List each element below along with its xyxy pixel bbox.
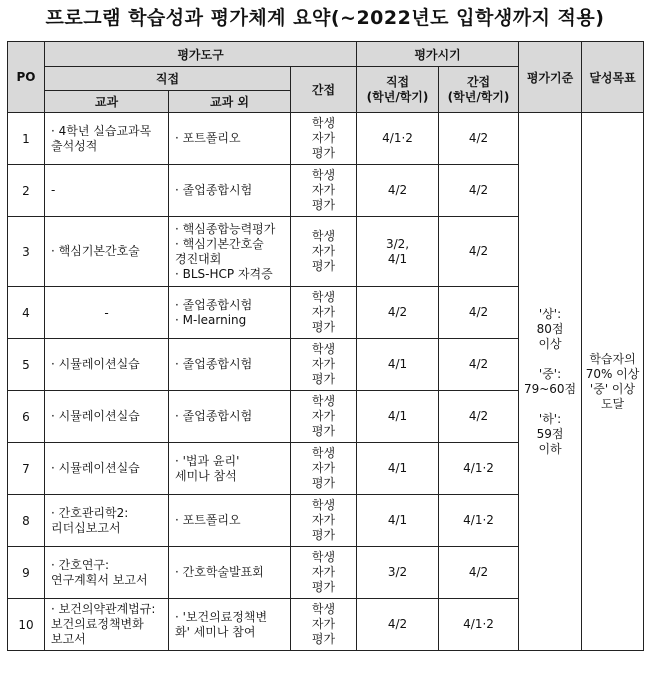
course-tool: · 시뮬레이션실습 (45, 391, 169, 443)
course-tool: · 보건의약관계법규: 보건의료정책변화 보고서 (45, 599, 169, 651)
indirect-timing: 4/2 (439, 165, 519, 217)
direct-timing: 4/1 (357, 391, 439, 443)
non-course-tool: · 졸업종합시험 (169, 165, 291, 217)
direct-timing: 4/1 (357, 339, 439, 391)
header-timing: 평가시기 (357, 42, 519, 67)
header-target: 달성목표 (582, 42, 644, 113)
course-tool: - (45, 287, 169, 339)
course-tool: · 4학년 실습교과목 출석성적 (45, 113, 169, 165)
direct-timing: 4/1·2 (357, 113, 439, 165)
po-number: 3 (8, 217, 45, 287)
direct-timing: 4/2 (357, 287, 439, 339)
indirect-timing: 4/1·2 (439, 443, 519, 495)
non-course-tool: · '보건의료정책변 화' 세미나 참여 (169, 599, 291, 651)
indirect-tool: 학생 자가 평가 (291, 287, 357, 339)
po-number: 5 (8, 339, 45, 391)
header-course: 교과 (45, 91, 169, 113)
header-tools: 평가도구 (45, 42, 357, 67)
course-tool: · 시뮬레이션실습 (45, 339, 169, 391)
indirect-tool: 학생 자가 평가 (291, 113, 357, 165)
indirect-tool: 학생 자가 평가 (291, 495, 357, 547)
header-criteria: 평가기준 (519, 42, 582, 113)
table-row (8, 113, 644, 165)
non-course-tool: · 포트폴리오 (169, 113, 291, 165)
po-number: 2 (8, 165, 45, 217)
indirect-timing: 4/2 (439, 391, 519, 443)
indirect-tool: 학생 자가 평가 (291, 443, 357, 495)
po-number: 1 (8, 113, 45, 165)
indirect-tool: 학생 자가 평가 (291, 217, 357, 287)
course-tool: · 핵심기본간호술 (45, 217, 169, 287)
po-number: 6 (8, 391, 45, 443)
non-course-tool: · 졸업종합시험 · M-learning (169, 287, 291, 339)
indirect-timing: 4/2 (439, 113, 519, 165)
indirect-tool: 학생 자가 평가 (291, 391, 357, 443)
page-title: 프로그램 학습성과 평가체계 요약(~2022년도 입학생까지 적용) (45, 7, 605, 29)
indirect-timing: 4/2 (439, 287, 519, 339)
course-tool: · 간호관리학2: 리더십보고서 (45, 495, 169, 547)
header-non-course: 교과 외 (169, 91, 291, 113)
course-tool: · 시뮬레이션실습 (45, 443, 169, 495)
non-course-tool: · 졸업종합시험 (169, 391, 291, 443)
header-row-1 (8, 42, 644, 67)
header-po: PO (8, 42, 45, 113)
non-course-tool: · '법과 윤리' 세미나 참석 (169, 443, 291, 495)
assessment-summary-table (7, 41, 644, 651)
course-tool: - (45, 165, 169, 217)
indirect-timing: 4/2 (439, 547, 519, 599)
indirect-timing: 4/1·2 (439, 495, 519, 547)
header-direct: 직접 (45, 67, 291, 91)
po-number: 4 (8, 287, 45, 339)
indirect-tool: 학생 자가 평가 (291, 547, 357, 599)
po-number: 10 (8, 599, 45, 651)
direct-timing: 3/2 (357, 547, 439, 599)
indirect-timing: 4/1·2 (439, 599, 519, 651)
criteria-cell: '상': 80점 이상 '중': 79~60점 '하': 59점 이하 (519, 113, 582, 651)
non-course-tool: · 졸업종합시험 (169, 339, 291, 391)
direct-timing: 4/2 (357, 599, 439, 651)
header-indirect: 간접 (291, 67, 357, 113)
non-course-tool: · 핵심종합능력평가 · 핵심기본간호술 경진대회 · BLS-HCP 자격증 (169, 217, 291, 287)
direct-timing: 4/2 (357, 165, 439, 217)
indirect-tool: 학생 자가 평가 (291, 165, 357, 217)
course-tool: · 간호연구: 연구계획서 보고서 (45, 547, 169, 599)
target-cell: 학습자의 70% 이상 '중' 이상 도달 (582, 113, 644, 651)
non-course-tool: · 간호학술발표회 (169, 547, 291, 599)
indirect-tool: 학생 자가 평가 (291, 339, 357, 391)
header-timing-direct: 직접 (학년/학기) (357, 67, 439, 113)
direct-timing: 3/2, 4/1 (357, 217, 439, 287)
direct-timing: 4/1 (357, 495, 439, 547)
po-number: 9 (8, 547, 45, 599)
direct-timing: 4/1 (357, 443, 439, 495)
indirect-tool: 학생 자가 평가 (291, 599, 357, 651)
indirect-timing: 4/2 (439, 217, 519, 287)
po-number: 7 (8, 443, 45, 495)
non-course-tool: · 포트폴리오 (169, 495, 291, 547)
header-timing-indirect: 간접 (학년/학기) (439, 67, 519, 113)
po-number: 8 (8, 495, 45, 547)
indirect-timing: 4/2 (439, 339, 519, 391)
